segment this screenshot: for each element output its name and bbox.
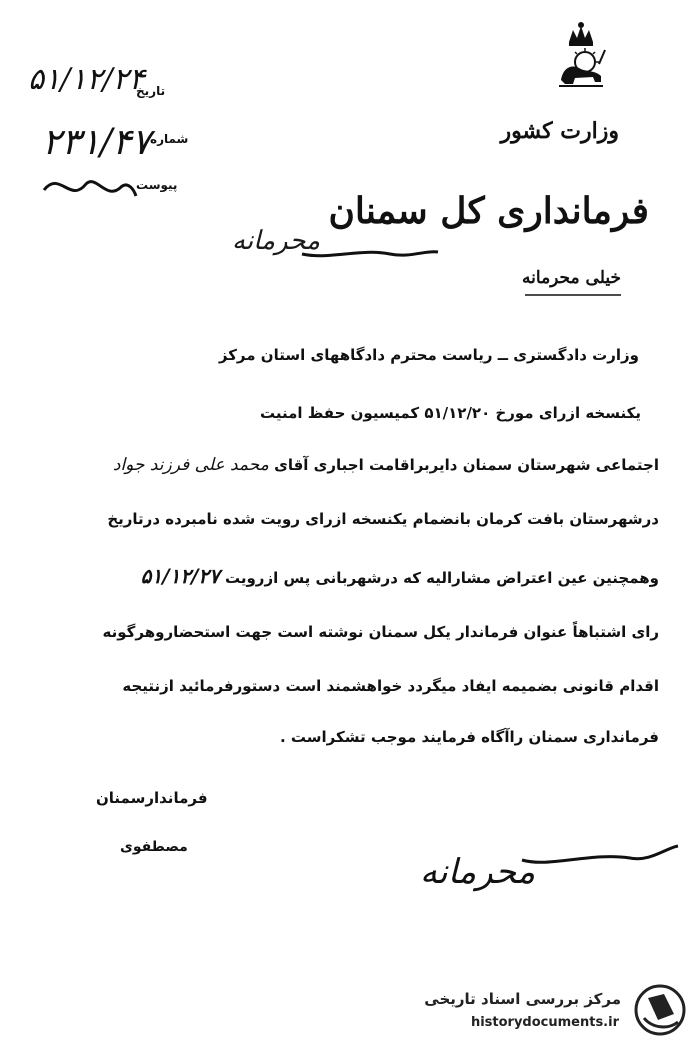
date-label: تاریخ — [136, 84, 166, 98]
handwritten-scribble — [40, 160, 140, 210]
handwritten-date: ۵۱/۱۲/۲۷ — [140, 564, 220, 588]
governorate-name: فرمانداری کل سمنان — [328, 190, 649, 232]
number-value: ۲۳۱/۴۷ — [42, 122, 151, 163]
body-line: درشهرستان بافت کرمان بانضمام یکنسخه ازرای رویت شده نامبرده درتاریخ — [107, 510, 659, 528]
recipient-line: وزارت دادگستری ــ ریاست محترم دادگاههای استان مرکز — [218, 346, 639, 364]
body-line: اقدام قانونی بضمیمه ایفاد میگردد خواهشمند است دستورفرمائید ازنتیجه — [122, 677, 659, 695]
document-center-logo-icon — [634, 984, 686, 1036]
body-line-text: اجتماعی شهرستان سمنان دایربراقامت اجباری آقای — [274, 456, 659, 474]
handwritten-name: محمد علی فرزند جواد — [112, 455, 269, 475]
signatory-name: مصطفوی — [120, 839, 188, 855]
watermark-title: مرکز بررسی اسناد تاریخی — [424, 990, 621, 1008]
body-line: فرمانداری سمنان راآگاه فرمایند موجب تشکراست . — [279, 728, 659, 746]
body-line — [141, 566, 659, 588]
body-line: یکنسخه ازرای مورخ ۵۱/۱۲/۲۰ کمیسیون حفظ امنیت — [259, 404, 641, 422]
number-label: شماره — [150, 132, 189, 146]
stamp-bottom-stroke — [520, 838, 680, 874]
body-line-text: وهمچنین عین اعتراض مشارالیه که درشهربانی پس ازرویت — [224, 569, 659, 587]
body-line: رای اشتباهاً عنوان فرماندار یکل سمنان نوشته است جهت استحضاروهرگونه — [102, 623, 659, 641]
date-value: ۵۱/۱۲/۲۴ — [28, 62, 145, 97]
ministry-name: وزارت کشور — [500, 118, 619, 144]
lion-and-sun-crown-emblem-icon — [555, 20, 607, 90]
confidential-stamp-top: محرمانه — [232, 226, 321, 256]
confidential-stamp-bottom: محرمانه — [420, 852, 536, 892]
body-line — [113, 455, 659, 475]
classification-label: خیلی محرمانه — [522, 268, 621, 288]
watermark-url: historydocuments.ir — [470, 1015, 619, 1030]
signatory-title: فرماندارسمنان — [96, 789, 208, 807]
attachment-label: پیوست — [136, 178, 178, 192]
classification-underline — [523, 292, 623, 298]
stamp-top-stroke — [300, 240, 440, 264]
